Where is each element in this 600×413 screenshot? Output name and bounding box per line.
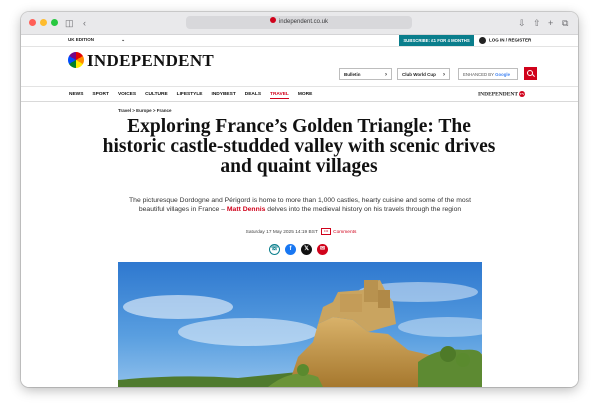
chevron-right-icon: › [385,72,387,78]
breadcrumb[interactable]: Travel > Europe > France [118,108,172,113]
search-prefix: ENHANCED BY [463,72,494,77]
browser-window [21,12,578,387]
tv-badge: TV [519,92,525,96]
subscribe-button[interactable]: SUBSCRIBE: £1 FOR 4 MONTHS [399,35,474,46]
x-icon[interactable]: 𝕏 [301,244,312,255]
url-text: independent.co.uk [278,19,329,25]
comments-icon[interactable]: ••• [321,228,331,235]
publish-date: Saturday 17 May 2025 14:19 BST [245,229,318,235]
google-label: Google [495,72,510,77]
castle-valley-photo [118,262,482,387]
close-window-button[interactable] [29,19,36,26]
new-tab-icon[interactable]: + [548,18,554,28]
nav-item-deals[interactable]: DEALS [244,92,262,97]
independent-logo-icon[interactable] [68,52,84,68]
whatsapp-icon[interactable]: ☏ [269,244,280,255]
bulletin-label: Bulletin [344,72,361,77]
article-standfirst [121,196,479,214]
chevron-right-icon: › [443,72,445,78]
email-icon[interactable]: ✉ [317,244,328,255]
article-meta [221,228,381,237]
main-nav [69,90,321,99]
standfirst-text-end: delves into the medieval history on his travels through the region [265,206,462,213]
bulletin-dropdown[interactable] [339,68,392,80]
nav-item-sport[interactable]: SPORT [92,92,109,97]
hero-image [118,262,482,387]
page-content [21,35,578,387]
divider [21,86,578,87]
search-button[interactable] [524,67,537,80]
sidebar-toggle-icon[interactable]: ◫ [65,18,74,28]
independent-tv-logo[interactable] [478,91,525,97]
mini-logo-text: INDEPENDENT [478,91,519,98]
back-chevron-icon[interactable]: ‹ [83,18,86,28]
minimize-window-button[interactable] [40,19,47,26]
divider [21,101,578,102]
share-icon[interactable]: ⇧ [533,18,541,28]
browser-toolbar [21,12,578,35]
site-favicon-icon [270,17,276,23]
divider [21,46,578,47]
club-world-cup-label: Club World Cup [402,72,436,77]
author-link[interactable]: Matt Dennis [226,206,266,213]
edition-selector[interactable] [68,37,125,43]
standfirst-text: The picturesque Dordogne and Périgord is home to more than 1,000 castles, hearty cuisine and some of the most beautiful villages in France – [129,197,471,213]
chevron-down-icon: ⌄ [121,37,126,42]
nav-item-travel[interactable]: TRAVEL [270,92,289,97]
facebook-icon[interactable]: f [285,244,296,255]
nav-item-voices[interactable]: VOICES [117,92,137,97]
login-link[interactable] [479,37,531,44]
user-icon [479,37,486,44]
zoom-window-button[interactable] [51,19,58,26]
article-title: Exploring France’s Golden Triangle: The historic castle-studded valley with scenic drives and quaint villages [102,116,496,177]
login-label: LOG IN / REGISTER [489,37,532,43]
site-logo[interactable]: INDEPENDENT [87,51,215,70]
nav-item-news[interactable]: NEWS [69,92,84,97]
club-world-cup-dropdown[interactable] [397,68,450,80]
nav-item-indybest[interactable]: INDYBEST [211,92,236,97]
tab-overview-icon[interactable]: ⧉ [562,18,569,28]
nav-item-lifestyle[interactable]: LIFESTYLE [176,92,203,97]
edition-label: UK EDITION [68,37,95,42]
download-icon[interactable]: ⇩ [518,18,526,28]
nav-item-more[interactable]: MORE [297,92,313,97]
address-bar[interactable] [186,16,412,29]
comments-link[interactable]: Comments [333,229,357,235]
search-input[interactable] [458,68,518,80]
nav-item-culture[interactable]: CULTURE [145,92,168,97]
